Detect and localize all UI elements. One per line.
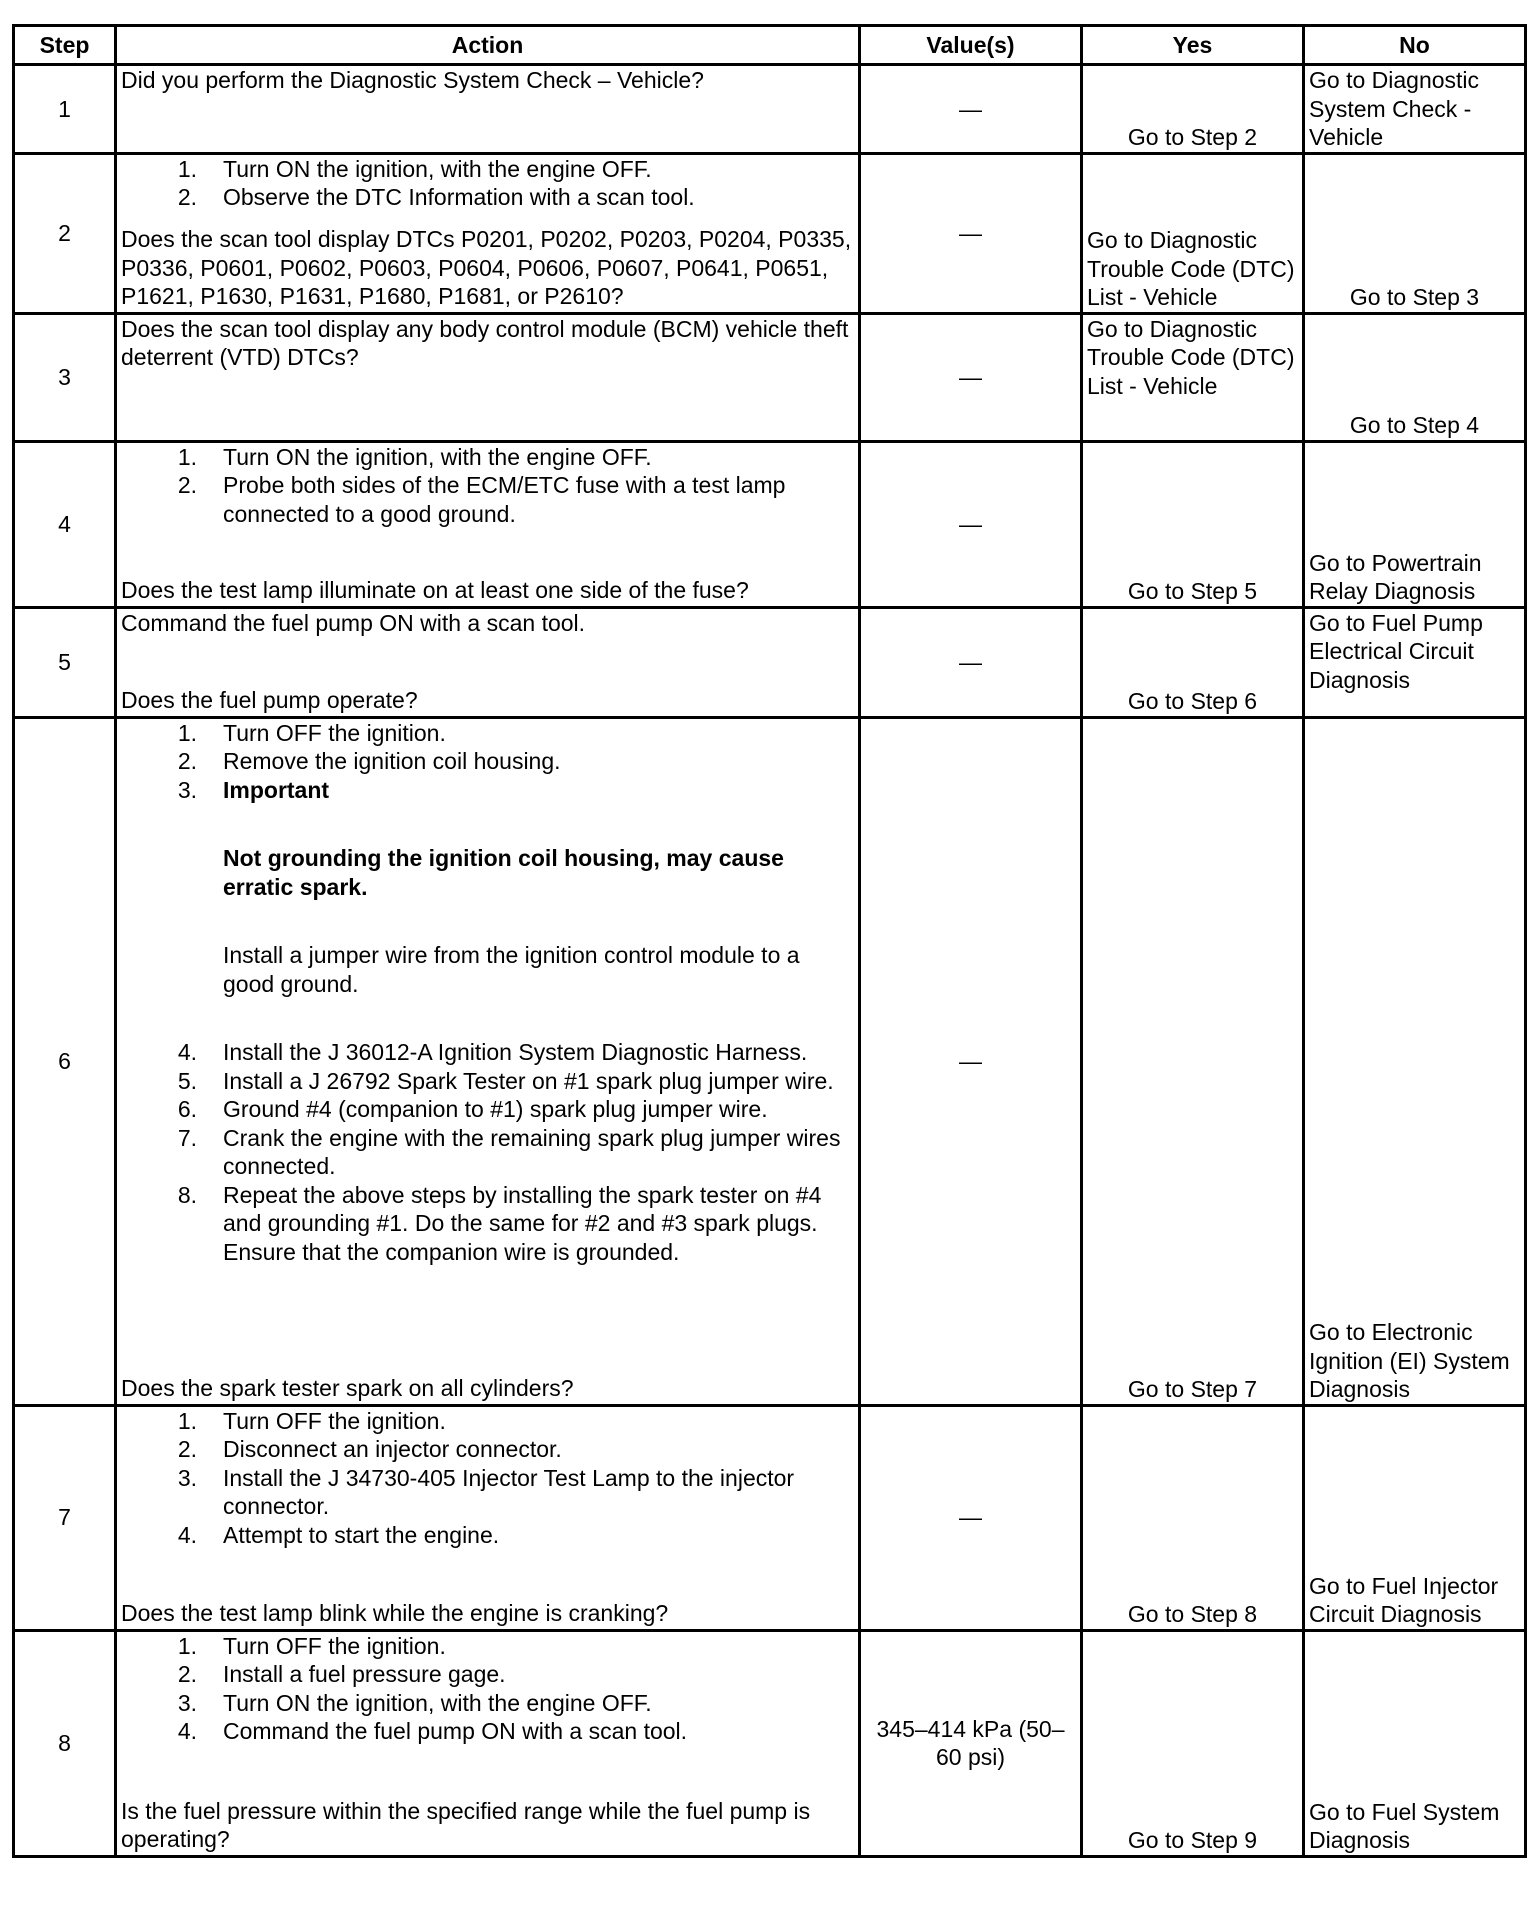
action-question: Is the fuel pressure within the specified range while the fuel pump is operating? bbox=[121, 1797, 811, 1852]
value-cell: — bbox=[860, 1405, 1082, 1630]
header-action: Action bbox=[116, 26, 860, 65]
list-item: 2. Disconnect an injector connector. bbox=[177, 1436, 562, 1462]
step-number: 6 bbox=[14, 717, 116, 1405]
table-row-step-4 bbox=[14, 441, 1526, 607]
list-item: 2. Install a fuel pressure gage. bbox=[177, 1661, 506, 1687]
yes-cell: Go to Diagnostic Trouble Code (DTC) List - Vehicle bbox=[1082, 313, 1304, 441]
action-steps bbox=[121, 1407, 854, 1550]
list-item: 1. Turn OFF the ignition. bbox=[177, 719, 446, 746]
list-item: 2. Remove the ignition coil housing. bbox=[177, 748, 561, 774]
list-item: 2. Observe the DTC Information with a scan tool. bbox=[177, 184, 695, 210]
list-item: 1. Turn OFF the ignition. bbox=[177, 1632, 446, 1659]
action-question: Does the test lamp illuminate on at least one side of the fuse? bbox=[121, 577, 749, 603]
value-cell: — bbox=[860, 65, 1082, 154]
action-cell bbox=[116, 717, 860, 1405]
table-row-step-2 bbox=[14, 153, 1526, 313]
important-text: Install a jumper wire from the ignition control module to a good ground. bbox=[223, 942, 800, 997]
table-row-step-1 bbox=[14, 65, 1526, 154]
action-cell bbox=[116, 1630, 860, 1856]
important-note: Not grounding the ignition coil housing, may cause erratic spark. bbox=[223, 845, 784, 900]
list-item: 1. Turn ON the ignition, with the engine OFF. bbox=[177, 443, 652, 470]
action-cell bbox=[116, 441, 860, 607]
yes-cell: Go to Diagnostic Trouble Code (DTC) List - Vehicle bbox=[1082, 153, 1304, 313]
step-number: 5 bbox=[14, 607, 116, 717]
step-number: 1 bbox=[14, 65, 116, 154]
yes-cell: Go to Step 6 bbox=[1082, 607, 1304, 717]
action-steps bbox=[121, 719, 854, 1267]
action-cell bbox=[116, 607, 860, 717]
list-item: 4. Install the J 36012-A Ignition System Diagnostic Harness. bbox=[177, 1039, 808, 1065]
yes-cell: Go to Step 5 bbox=[1082, 441, 1304, 607]
list-item: 3. Turn ON the ignition, with the engine OFF. bbox=[177, 1689, 652, 1716]
no-cell: Go to Diagnostic System Check - Vehicle bbox=[1304, 65, 1526, 154]
list-item: 3. Important Not grounding the ignition coil housing, may cause erratic spark. Install a jumper wire from the ignition control module to a good ground. bbox=[121, 776, 854, 1039]
action-text: Command the fuel pump ON with a scan tool. bbox=[121, 609, 586, 636]
no-cell: Go to Fuel Pump Electrical Circuit Diagnosis bbox=[1304, 607, 1526, 717]
step-number: 4 bbox=[14, 441, 116, 607]
action-text: Did you perform the Diagnostic System Check – Vehicle? bbox=[121, 67, 704, 93]
value-cell: — bbox=[860, 717, 1082, 1405]
action-steps bbox=[121, 443, 854, 529]
step-number: 7 bbox=[14, 1405, 116, 1630]
value-cell: — bbox=[860, 153, 1082, 313]
value-cell: — bbox=[860, 441, 1082, 607]
header-row bbox=[14, 26, 1526, 65]
action-question: Does the fuel pump operate? bbox=[121, 687, 418, 713]
action-steps bbox=[121, 155, 854, 212]
yes-cell: Go to Step 9 bbox=[1082, 1630, 1304, 1856]
yes-cell: Go to Step 7 bbox=[1082, 717, 1304, 1405]
header-no: No bbox=[1304, 26, 1526, 65]
list-item: 1. Turn OFF the ignition. bbox=[177, 1407, 446, 1434]
no-cell: Go to Fuel System Diagnosis bbox=[1304, 1630, 1526, 1856]
list-item: 3. Install the J 34730-405 Injector Test Lamp to the injector connector. bbox=[177, 1464, 795, 1519]
value-cell: — bbox=[860, 313, 1082, 441]
action-cell bbox=[116, 65, 860, 154]
list-item: 2. Probe both sides of the ECM/ETC fuse with a test lamp connected to a good ground. bbox=[177, 472, 786, 527]
action-question: Does the scan tool display DTCs P0201, P0202, P0203, P0204, P0335, P0336, P0601, P0602, P0603, P0604, P0606, P0607, P0641, P0651, P1621, P1630, P1631, P1680, P1681, or P2610? bbox=[121, 226, 852, 309]
action-text: Does the scan tool display any body control module (BCM) vehicle theft deterrent (VTD) DTCs? bbox=[121, 315, 849, 370]
table-row-step-8 bbox=[14, 1630, 1526, 1856]
action-question: Does the spark tester spark on all cylinders? bbox=[121, 1375, 574, 1401]
action-cell bbox=[116, 313, 860, 441]
table-row-step-5 bbox=[14, 607, 1526, 717]
header-yes: Yes bbox=[1082, 26, 1304, 65]
no-cell: Go to Powertrain Relay Diagnosis bbox=[1304, 441, 1526, 607]
table-row-step-6 bbox=[14, 717, 1526, 1405]
list-item: 1. Turn ON the ignition, with the engine OFF. bbox=[177, 155, 652, 182]
header-values: Value(s) bbox=[860, 26, 1082, 65]
table-row-step-3 bbox=[14, 313, 1526, 441]
value-cell: 345–414 kPa (50–60 psi) bbox=[860, 1630, 1082, 1856]
list-item: 8. Repeat the above steps by installing the spark tester on #4 and grounding #1. Do the same for #2 and #3 spark plugs. Ensure that the companion wire is grounded. bbox=[177, 1181, 822, 1265]
list-item: 6. Ground #4 (companion to #1) spark plug jumper wire. bbox=[177, 1096, 768, 1122]
list-item: 5. Install a J 26792 Spark Tester on #1 spark plug jumper wire. bbox=[177, 1067, 834, 1094]
important-label: Important bbox=[223, 776, 330, 803]
diagnostic-table bbox=[12, 24, 1527, 1858]
yes-cell: Go to Step 8 bbox=[1082, 1405, 1304, 1630]
action-cell bbox=[116, 1405, 860, 1630]
no-cell: Go to Electronic Ignition (EI) System Diagnosis bbox=[1304, 717, 1526, 1405]
action-steps bbox=[121, 1632, 854, 1746]
list-item: 4. Attempt to start the engine. bbox=[177, 1521, 500, 1548]
table-row-step-7 bbox=[14, 1405, 1526, 1630]
step-number: 8 bbox=[14, 1630, 116, 1856]
header-step: Step bbox=[14, 26, 116, 65]
list-item: 4. Command the fuel pump ON with a scan tool. bbox=[177, 1718, 688, 1744]
no-cell: Go to Step 3 bbox=[1304, 153, 1526, 313]
no-cell: Go to Step 4 bbox=[1304, 313, 1526, 441]
action-question: Does the test lamp blink while the engine is cranking? bbox=[121, 1600, 669, 1626]
step-number: 3 bbox=[14, 313, 116, 441]
action-cell bbox=[116, 153, 860, 313]
yes-cell: Go to Step 2 bbox=[1082, 65, 1304, 154]
step-number: 2 bbox=[14, 153, 116, 313]
list-item: 7. Crank the engine with the remaining spark plug jumper wires connected. bbox=[177, 1124, 841, 1179]
no-cell: Go to Fuel Injector Circuit Diagnosis bbox=[1304, 1405, 1526, 1630]
value-cell: — bbox=[860, 607, 1082, 717]
